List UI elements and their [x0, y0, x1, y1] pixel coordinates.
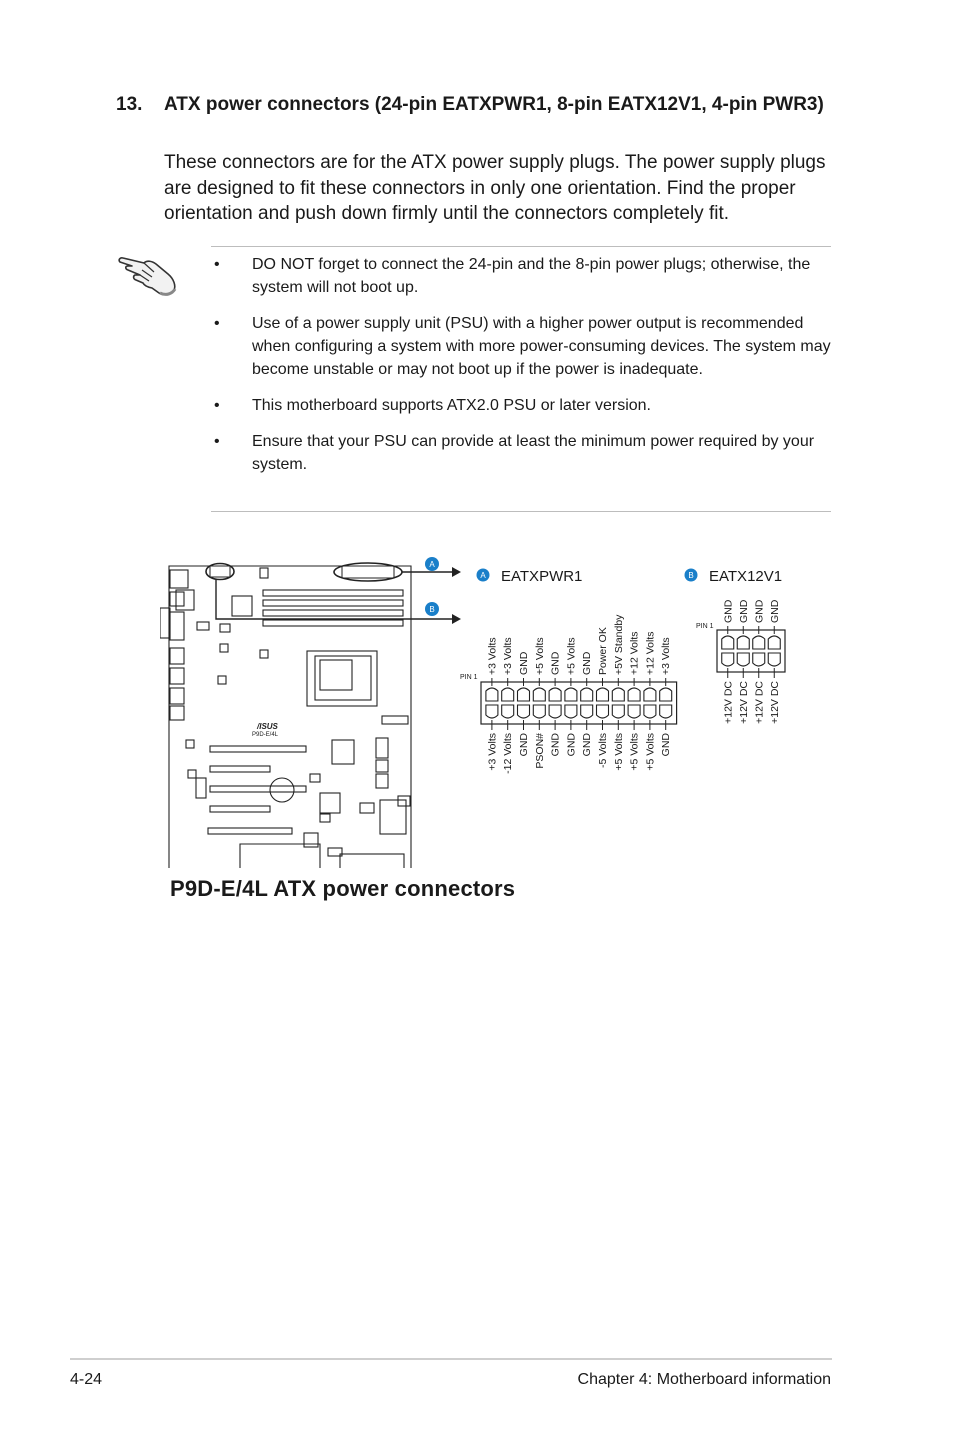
arrow-b-icon: [452, 614, 461, 624]
eatxpwr1-pin-label-top: +5 Volts: [533, 637, 546, 675]
intro-paragraph: These connectors are for the ATX power supply plugs. The power supply plugs are designed to fit these connectors in only one orientation. Find the proper orientation and push down firmly until the connectors completely fit.: [164, 152, 826, 224]
eatxpwr1-pin-label-bottom: +5 Volts: [628, 733, 641, 771]
eatxpwr1-pin-label-bottom: -12 Volts: [502, 733, 515, 774]
eatxpwr1-pin-bottom: [486, 705, 498, 718]
eatxpwr1-pin-label-top: GND: [518, 651, 530, 675]
eatxpwr1-pin-top: [533, 688, 545, 701]
eatxpwr1-pin-label-bottom: PSON#: [533, 733, 546, 769]
eatxpwr1-pin-label-top: +5V Standby: [612, 614, 625, 675]
eatxpwr1-pin-label-top: GND: [581, 651, 594, 675]
connector-figure: [160, 548, 820, 868]
eatx12v1-pin-top: [722, 636, 734, 649]
eatxpwr1-pin-label-bottom: +3 Volts: [486, 733, 499, 771]
eatxpwr1-label: EATXPWR1: [501, 568, 583, 585]
eatxpwr1-pin-label-bottom: GND: [660, 733, 673, 757]
eatxpwr1-pin-bottom: [581, 705, 593, 718]
eatxpwr1-pin-bottom: [597, 705, 609, 718]
eatx12v1-pin-top: [753, 636, 765, 649]
eatxpwr1-pin-bottom: [502, 705, 514, 718]
eatxpwr1-pin-top: [518, 688, 530, 701]
eatx12v1-label: EATX12V1: [709, 568, 783, 585]
eatxpwr1-pin-label-top: +12 Volts: [628, 631, 641, 675]
marker-b-label-text: B: [688, 571, 694, 580]
pointing-hand-icon: [114, 250, 184, 300]
eatxpwr1-pin-top: [612, 688, 624, 701]
eatxpwr1-pin-top: [581, 688, 593, 701]
eatxpwr1-pin-label-bottom: GND: [565, 733, 578, 757]
board-logo: /ISUS: [257, 722, 278, 731]
footer-rule: [70, 1358, 832, 1360]
section-number: 13.: [116, 94, 143, 115]
eatx12v1-pin-bottom: [753, 653, 765, 666]
eatx12v1-pin-label-bottom: +12V DC: [737, 681, 750, 724]
eatx12v1-board-connector: [210, 566, 230, 577]
motherboard-outline: [160, 566, 411, 868]
note-item: [214, 394, 832, 417]
footer-chapter-title: Chapter 4: Motherboard information: [577, 1371, 831, 1388]
eatxpwr1-pin-label-bottom: +5 Volts: [612, 733, 625, 771]
note-text: This motherboard supports ATX2.0 PSU or later version.: [252, 397, 651, 414]
eatxpwr1-pin1-label: PIN 1: [460, 674, 478, 681]
eatxpwr1-pin-bottom: [644, 705, 656, 718]
eatx12v1-pin-label-bottom: +12V DC: [753, 681, 766, 724]
note-top-rule: [211, 246, 831, 247]
marker-a-text: A: [429, 560, 435, 569]
bullet: •: [214, 315, 220, 332]
connector-diagram: [160, 548, 820, 868]
eatx12v1-pin-label-top: GND: [753, 599, 766, 623]
eatx12v1-pin-label-top: GND: [737, 599, 750, 623]
eatxpwr1-pin-top: [644, 688, 656, 701]
marker-b-text: B: [429, 605, 435, 614]
eatxpwr1-board-connector: [342, 566, 394, 578]
bullet: •: [214, 256, 220, 273]
eatx12v1-pin-label-bottom: +12V DC: [722, 681, 735, 724]
eatxpwr1-pin-bottom: [628, 705, 640, 718]
eatxpwr1-pin-label-top: +12 Volts: [644, 631, 657, 675]
note-bottom-rule: [211, 511, 831, 512]
bullet: •: [214, 397, 220, 414]
eatxpwr1-pin-top: [549, 688, 561, 701]
eatx12v1-pin-bottom: [768, 653, 780, 666]
eatxpwr1-pin-bottom: [612, 705, 624, 718]
eatxpwr1-pin-bottom: [518, 705, 530, 718]
marker-a-label-text: A: [480, 571, 486, 580]
eatx12v1-pin-top: [768, 636, 780, 649]
eatx12v1-pin-label-top: GND: [722, 599, 735, 623]
eatxpwr1-pin-label-bottom: +5 Volts: [644, 733, 657, 771]
eatxpwr1-pin-top: [502, 688, 514, 701]
note-text: Ensure that your PSU can provide at least the minimum power required by your system.: [252, 433, 815, 473]
eatxpwr1-pin-top: [660, 688, 672, 701]
eatxpwr1-pin-label-top: +3 Volts: [660, 637, 673, 675]
pin-diagrams: [481, 599, 785, 774]
eatx12v1-pin-label-bottom: +12V DC: [768, 681, 781, 724]
eatx12v1-pin-label-top: GND: [768, 599, 781, 623]
eatxpwr1-pin-label-bottom: -5 Volts: [597, 733, 609, 769]
eatxpwr1-pin-bottom: [565, 705, 577, 718]
eatxpwr1-pin-label-bottom: GND: [581, 733, 594, 757]
leader-line-b: [216, 579, 452, 619]
note-item: [214, 253, 832, 299]
eatxpwr1-pin-label-top: +3 Volts: [486, 637, 499, 675]
section-title: ATX power connectors (24-pin EATXPWR1, 8-pin EATX12V1, 4-pin PWR3): [164, 94, 824, 115]
arrow-a-icon: [452, 567, 461, 577]
note-item: [214, 430, 832, 476]
eatxpwr1-pin-label-bottom: GND: [518, 733, 530, 757]
note-text: DO NOT forget to connect the 24-pin and the 8-pin power plugs; otherwise, the system will not boot up.: [252, 256, 811, 296]
eatxpwr1-pin-top: [628, 688, 640, 701]
eatxpwr1-pin-bottom: [533, 705, 545, 718]
eatxpwr1-pin-label-top: +3 Volts: [502, 637, 515, 675]
eatxpwr1-pin-top: [597, 688, 609, 701]
eatx12v1-pin-bottom: [737, 653, 749, 666]
eatx12v1-pin-top: [737, 636, 749, 649]
eatxpwr1-pin-label-top: +5 Volts: [565, 637, 578, 675]
figure-caption: P9D-E/4L ATX power connectors: [170, 876, 516, 901]
eatxpwr1-pin-label-bottom: GND: [549, 733, 562, 757]
eatxpwr1-pin-label-top: GND: [549, 651, 562, 675]
eatx12v1-pin-bottom: [722, 653, 734, 666]
note-item: [214, 312, 832, 381]
eatxpwr1-pin-top: [565, 688, 577, 701]
eatxpwr1-pin-bottom: [549, 705, 561, 718]
bullet: •: [214, 433, 220, 450]
footer-page-number: 4-24: [70, 1371, 103, 1388]
eatxpwr1-pin-bottom: [660, 705, 672, 718]
eatxpwr1-pin-label-top: Power OK: [597, 627, 609, 675]
note-list: [214, 253, 832, 489]
eatxpwr1-pin-top: [486, 688, 498, 701]
note-text: Use of a power supply unit (PSU) with a higher power output is recommended when configuring a system with more power-consuming devices. The system may become unstable or may not boot up if the power is inadequate.: [252, 315, 831, 378]
board-model: P9D-E/4L: [252, 732, 279, 738]
eatx12v1-pin1-label: PIN 1: [696, 623, 714, 630]
